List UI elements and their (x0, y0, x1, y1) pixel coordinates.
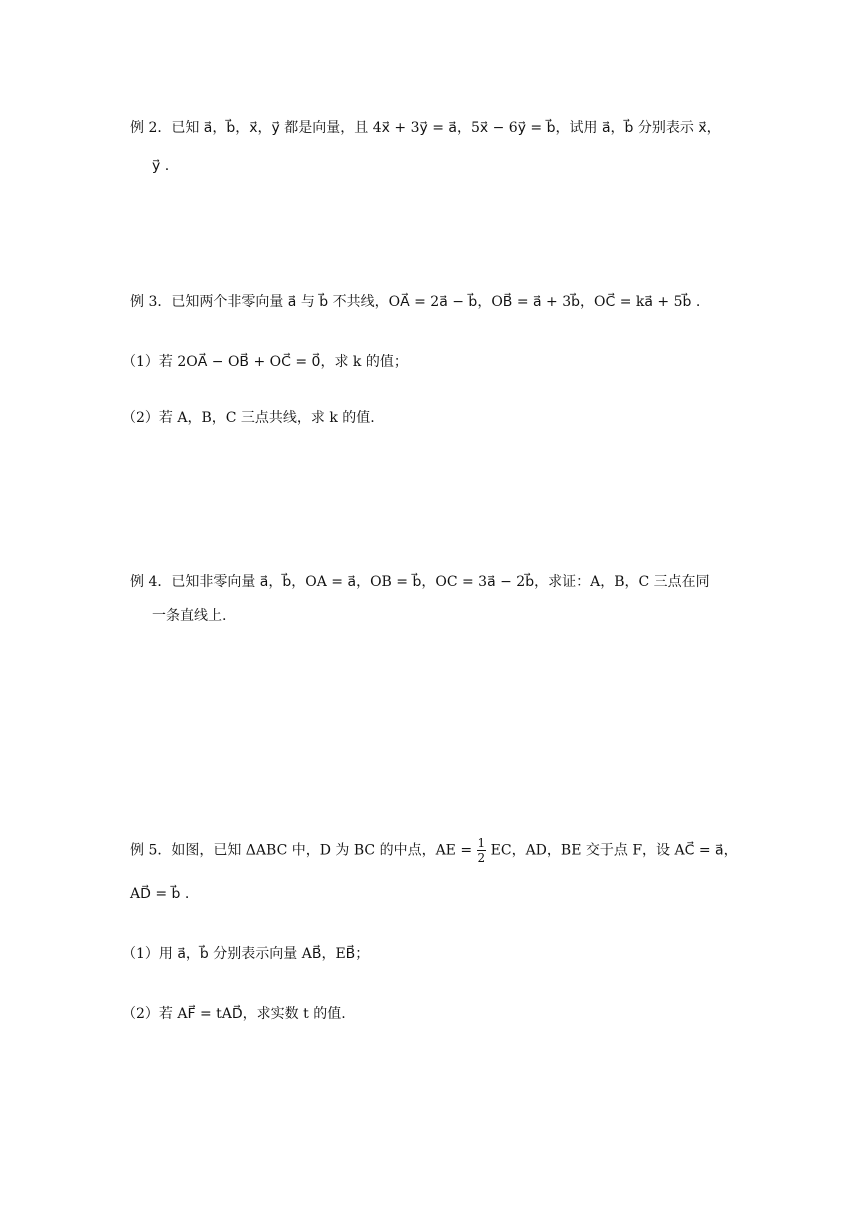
example-4-line-2: 一条直线上. (152, 608, 227, 624)
example-5-line-1-start: 例 5．如图，已知 ΔABC 中，D 为 BC 的中点，AE = (130, 842, 473, 859)
example-3-stem: 例 3．已知两个非零向量 a⃗ 与 b⃗ 不共线，OA⃗ = 2a⃗ − b⃗，OB⃗ = a⃗ + 3b⃗，OC⃗ = ka⃗ + 5b⃗ . (130, 294, 701, 310)
example-4-line-1: 例 4．已知非零向量 a⃗，b⃗，OA = a⃗，OB = b⃗，OC = 3a⃗ − 2b⃗，求证：A，B，C 三点在同 (130, 574, 710, 590)
example-5-line-2: AD⃗ = b⃗ . (130, 886, 190, 902)
example-5-line-1-end: EC，AD，BE 交于点 F，设 AC⃗ = a⃗， (490, 842, 738, 859)
example-5-question-1: （1）用 a⃗，b⃗ 分别表示向量 AB⃗，EB⃗； (122, 946, 370, 962)
fraction-one-half (477, 836, 487, 865)
example-2-line-2: y⃗ . (152, 158, 170, 174)
example-3-question-1: （1）若 2OA⃗ − OB⃗ + OC⃗ = 0⃗，求 k 的值； (122, 354, 408, 370)
example-2-line-1: 例 2．已知 a⃗，b⃗，x⃗，y⃗ 都是向量，且 4x⃗ + 3y⃗ = a⃗，5x⃗ − 6y⃗ = b⃗，试用 a⃗，b⃗ 分别表示 x⃗， (130, 120, 721, 136)
example-5-question-2: （2）若 AF⃗ = tAD⃗，求实数 t 的值. (122, 1006, 346, 1022)
example-5-line-1 (130, 836, 738, 865)
fraction-numerator: 1 (477, 836, 486, 850)
fraction-denominator: 2 (477, 851, 486, 865)
example-3-question-2: （2）若 A，B，C 三点共线，求 k 的值. (122, 410, 375, 426)
